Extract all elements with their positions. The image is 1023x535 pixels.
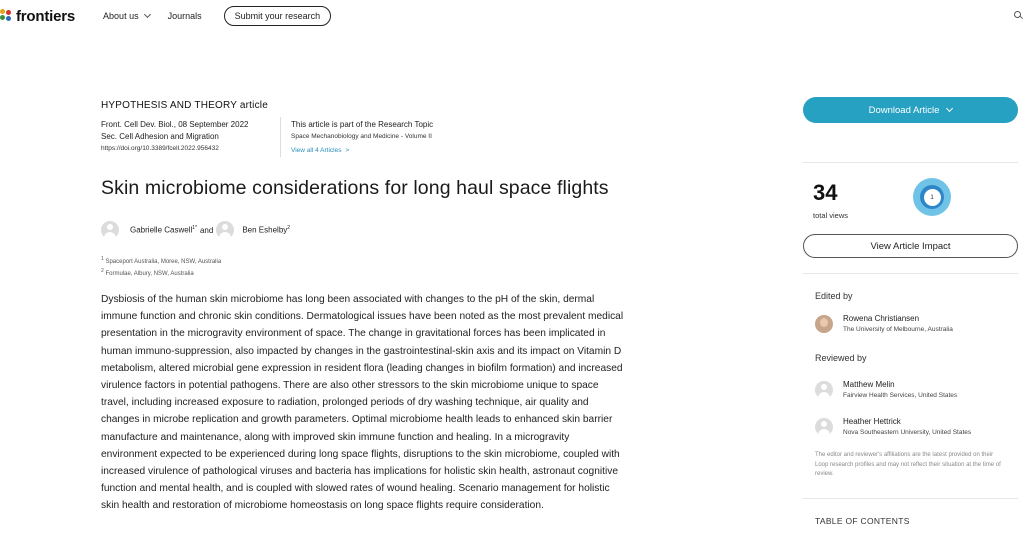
- chevron-down-icon: [144, 11, 151, 18]
- reviewer-entry[interactable]: [815, 417, 971, 436]
- author-separator: and: [199, 225, 214, 235]
- download-label: Download Article: [868, 104, 940, 116]
- nav-about-label: About us: [103, 11, 139, 21]
- author-avatar-icon[interactable]: [101, 221, 119, 239]
- editor-entry[interactable]: [815, 314, 953, 333]
- meta-divider: [280, 117, 281, 157]
- nav-about-us[interactable]: [103, 11, 150, 21]
- reviewed-by-heading: Reviewed by: [815, 353, 867, 363]
- submit-research-button[interactable]: Submit your research: [224, 6, 332, 26]
- altmetric-badge-icon[interactable]: [913, 178, 951, 216]
- topic-name-link[interactable]: Space Mechanobiology and Medicine - Volume II: [291, 133, 432, 140]
- view-article-impact-button[interactable]: View Article Impact: [803, 234, 1018, 258]
- download-article-button[interactable]: [803, 97, 1018, 123]
- article-type: HYPOTHESIS AND THEORY article: [101, 100, 268, 111]
- reviewer-affiliation: Nova Southeastern University, United States: [843, 429, 972, 436]
- reviewer-name: Heather Hettrick: [843, 417, 901, 426]
- affiliations: [101, 255, 221, 279]
- sidebar-divider: [803, 498, 1018, 499]
- sidebar-divider: [803, 162, 1018, 163]
- total-views-count: 34: [813, 180, 838, 205]
- article-title: Skin microbiome considerations for long haul space flights: [101, 177, 609, 199]
- research-topic-info: [291, 119, 433, 157]
- editor-photo: [815, 315, 833, 333]
- logo-text: frontiers: [16, 7, 76, 25]
- altmetric-ring: [920, 185, 944, 209]
- nav-journals[interactable]: Journals: [167, 11, 202, 21]
- author-list: [101, 221, 290, 239]
- topic-intro: This article is part of the Research Topic: [291, 120, 434, 129]
- affiliation-item: $^2$ Formulae, Albury, NSW, Australia: [101, 268, 194, 277]
- reviewer-name: Matthew Melin: [843, 380, 895, 389]
- author-name-link[interactable]: Gabrielle Caswell$^{1*}$: [130, 225, 197, 235]
- author-avatar-icon[interactable]: [216, 221, 234, 239]
- reviewer-avatar-icon: [815, 381, 833, 399]
- edited-by-heading: Edited by: [815, 291, 853, 301]
- view-all-articles-link[interactable]: [291, 145, 433, 157]
- chevron-right-icon: >: [345, 147, 350, 154]
- reviewer-entry[interactable]: [815, 380, 957, 399]
- sidebar-divider: [803, 273, 1018, 274]
- chevron-down-icon: [946, 105, 953, 112]
- section-line[interactable]: Sec. Cell Adhesion and Migration: [101, 132, 219, 141]
- table-of-contents-heading[interactable]: TABLE OF CONTENTS: [815, 516, 910, 526]
- altmetric-score: 1: [924, 189, 941, 206]
- total-views-label: total views: [813, 211, 849, 220]
- editor-name: Rowena Christiansen: [843, 314, 920, 323]
- frontiers-logo-icon: [0, 9, 12, 23]
- reviewer-avatar-icon: [815, 418, 833, 436]
- view-all-label: View all 4 Articles: [291, 147, 342, 154]
- affiliation-item: $^1$ Spaceport Australia, Moree, NSW, Australia: [101, 256, 222, 265]
- frontiers-logo[interactable]: [0, 8, 75, 25]
- journal-line[interactable]: Front. Cell Dev. Biol., 08 September 2022: [101, 120, 249, 129]
- affiliation-disclaimer: The editor and reviewer's affiliations are the latest provided on their Loop research profiles and may not reflect their situation at the time of review.: [815, 452, 1001, 477]
- author-name-link[interactable]: Ben Eshelby$^2$: [242, 225, 291, 235]
- editor-affiliation: The University of Melbourne, Australia: [843, 326, 953, 333]
- search-icon[interactable]: [1014, 11, 1021, 18]
- reviewer-affiliation: Fairview Health Services, United States: [843, 392, 958, 399]
- abstract-text: Dysbiosis of the human skin microbiome has long been associated with changes to the pH of the skin, dermal immune function and chronic skin conditions. Dermatological issues have been noted as the most prevalent medical presentation in the microgravity environment of space. The change in gravitational forces has been implicated in human immuno-suppression, also impacted by changes in the gastrointestinal-skin axis and its impact on Vitamin D metabolism, altered microbial gene expression in resident flora (leading changes in biofilm formation) and increased virulence factors in potential pathogens. There are also other stressors to the skin microbiome unique to space travel, including increased exposure to radiation, prolonged periods of dry washing technique, air quality and changes in microbe replication and growth parameters. Optimal microbiome health leads to enhanced skin barrier manufacture and maintenance, along with improved skin immune function and healing. In a microgravity environment expected to be experienced during long space flights, disruptions to the skin microbiome, coupled with increased virulence of pathological viruses and bacteria has implications for holistic skin health, astronaut cognitive function and mental health, and is coupled with slowed rates of wound healing. Scenario management for holistic skin health and restoration of microbiome homeostasis on long space flights require consideration.: [101, 294, 624, 512]
- top-navigation: [0, 0, 1023, 32]
- publication-meta: [101, 119, 248, 155]
- doi-link[interactable]: https://doi.org/10.3389/fcell.2022.956432: [101, 145, 219, 152]
